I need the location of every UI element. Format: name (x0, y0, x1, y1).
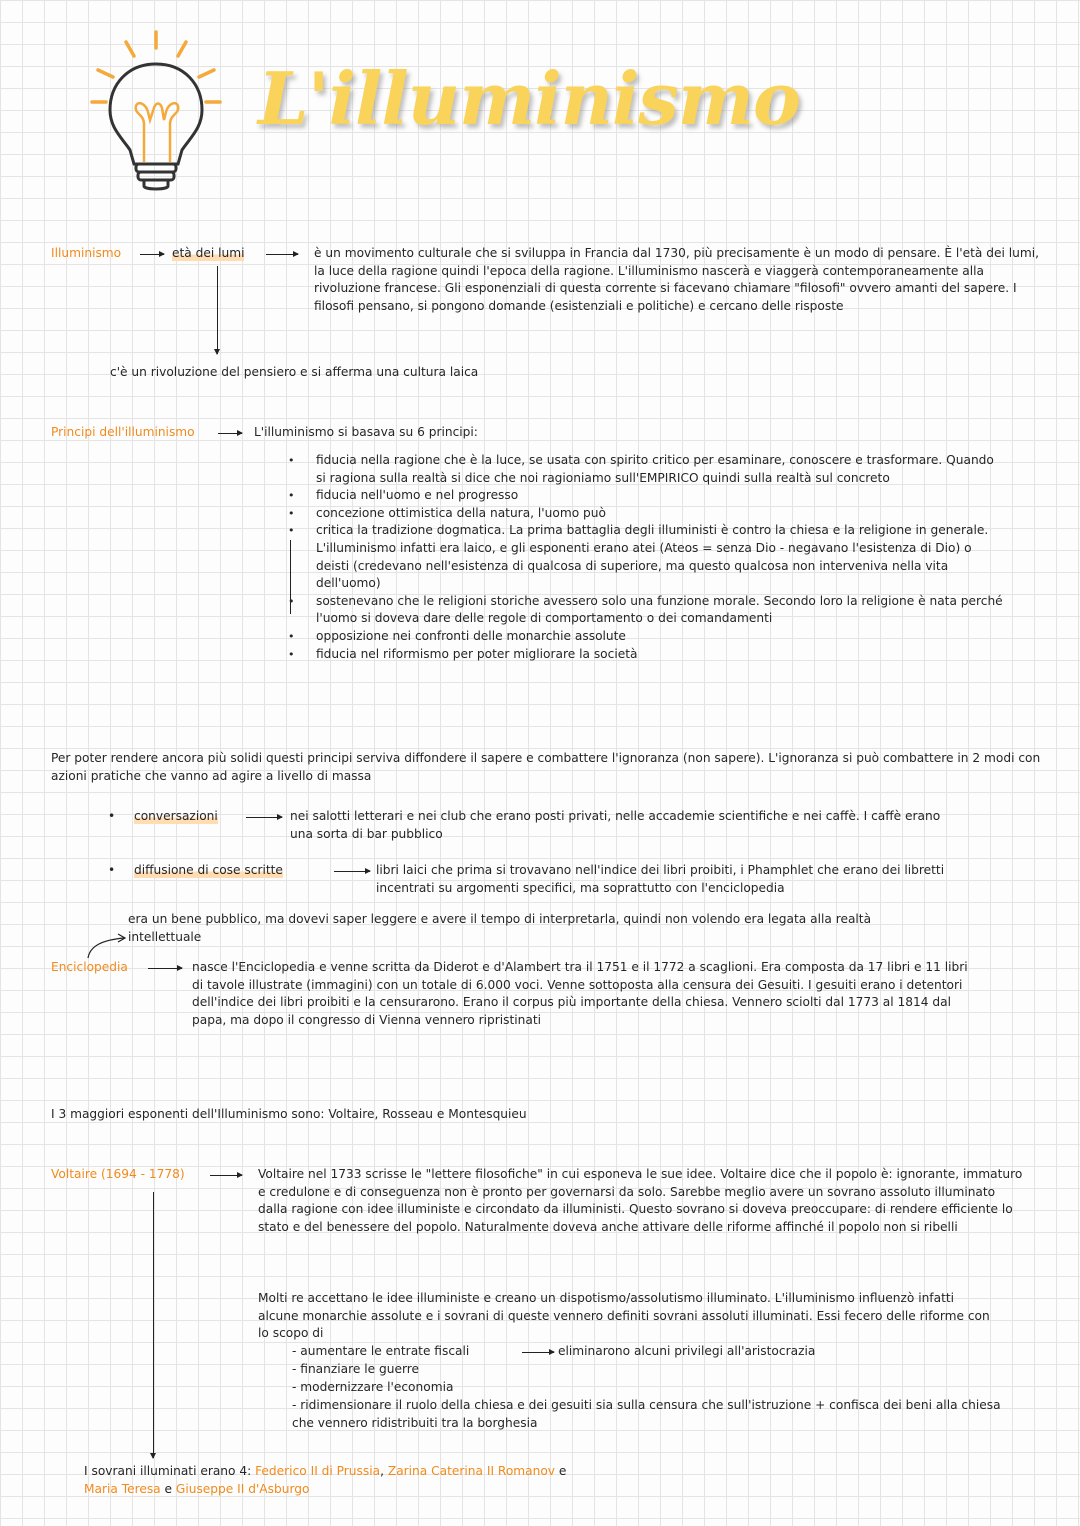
arrow (266, 254, 298, 255)
principi-intro: L'illuminismo si basava su 6 principi: (254, 425, 478, 439)
enciclopedia-text: nasce l'Enciclopedia e venne scritta da Diderot e d'Alambert tra il 1751 e il 1772 a scaglioni. Era composta da 17 libri e 11 libri di tavole illustrate (immagini) con un totale di 6.000 voci. Venne sottoposta alla censura dei Gesuiti. I gesuiti erano i detentori dell'indice dei libri proibiti e la censurarono. Erano il corpus più importante della chiesa. Vennero sciolti dal 1773 al 1814 dal papa, ma dopo il congresso di Vienna vennero ripristinati (192, 960, 968, 1027)
list-item: • fiducia nell'uomo e nel progresso (286, 487, 1006, 505)
sovrano: Federico II di Prussia (255, 1464, 381, 1478)
sovrano: Zarina Caterina II Romanov (387, 1464, 556, 1478)
list-item: • opposizione nei confronti delle monarchie assolute (286, 628, 1006, 646)
page-title: L'illuminismo (258, 56, 801, 141)
separator: , (380, 1464, 384, 1478)
bullet: • (108, 863, 116, 877)
way-diffusione: diffusione di cose scritte (134, 862, 283, 880)
arrow (246, 817, 282, 818)
aim-item: - modernizzare l'economia (292, 1380, 454, 1394)
sovrano: Maria Teresa (84, 1481, 161, 1496)
enciclopedia-note: era un bene pubblico, ma dovevi saper leggere e avere il tempo di interpretarla, quindi non volendo era legata alla realtà intellettuale (128, 912, 872, 944)
bullet: • (108, 809, 116, 823)
term-illuminismo: Illuminismo (51, 246, 122, 260)
way-diffusione-text: libri laici che prima si trovavano nell'indice dei libri proibiti, i Phamphlet che erano dei libretti incentrati su argomenti specifici, ma soprattutto con l'enciclopedia (376, 863, 945, 895)
arrow (334, 871, 370, 872)
arrow-down (153, 1192, 154, 1458)
voltaire-paragraph-1: Voltaire nel 1733 scrisse le "lettere filosofiche" in cui esponeva le sue idee. Voltaire dice che il popolo è: ignorante, immaturo e credulone e di conseguenza non è pronto per governarsi da solo. Sarebbe meglio avere un sovrano assoluto illuminato dalla ragione con idee illuministe e circondato da illuministi. Questo sovrano si doveva preoccupare: di rendere efficiente lo stato e del benessere del popolo. Naturalmente doveva anche attivare delle riforme affinché il popolo non si ribelli (258, 1167, 1023, 1234)
arrow (210, 1175, 242, 1176)
arrow (140, 254, 164, 255)
aim-item: - finanziare le guerre (292, 1362, 419, 1376)
separator: e (164, 1481, 173, 1496)
term-eta-dei-lumi: età dei lumi (172, 245, 244, 263)
sovrano: Giuseppe II d'Asburgo (175, 1481, 310, 1496)
illuminismo-note: c'è un rivoluzione del pensiero e si afferma una cultura laica (110, 365, 479, 379)
arrow-down (217, 266, 218, 354)
term-voltaire: Voltaire (1694 - 1778) (51, 1167, 185, 1181)
curved-arrow-icon (84, 932, 128, 960)
term-principi: Principi dell'illuminismo (51, 425, 195, 439)
list-item: • critica la tradizione dogmatica. La prima battaglia degli illuministi è contro la chiesa e la religione in generale. L'illuminismo infatti era laico, e gli esponenti erano atei (Ateos = senza Dio - negavano l'esistenza di Dio) o deisti (credevano nell'esistenza di qualcosa di superiore, ma questo qualcosa non interveniva nella vita dell'uomo) (286, 522, 1006, 592)
aim-item: - aumentare le entrate fiscali (292, 1344, 470, 1358)
arrow (522, 1352, 554, 1353)
sovrani-intro: I sovrani illuminati erano 4: (84, 1464, 252, 1478)
way-conversazioni: conversazioni (134, 808, 218, 826)
aim-item-note: eliminarono alcuni privilegi all'aristocrazia (558, 1344, 816, 1358)
esponenti-intro: I 3 maggiori esponenti dell'Illuminismo sono: Voltaire, Rosseau e Montesquieu (51, 1107, 527, 1121)
way-conversazioni-text: nei salotti letterari e nei club che erano posti privati, nelle accademie scientifiche e nei caffè. I caffè erano una sorta di bar pubblico (290, 809, 941, 841)
list-item: • fiducia nel riformismo per poter migliorare la società (286, 646, 1006, 664)
voltaire-paragraph-2: Molti re accettano le idee illuministe e creano un dispotismo/assolutismo illuminato. L'illuminismo influenzò infatti alcune monarchie assolute e i sovrani di queste vennero definiti sovrani assoluti illuminati. Essi fecero delle riforme con lo scopo di (258, 1291, 990, 1341)
illuminismo-description: è un movimento culturale che si sviluppa in Francia dal 1730, più precisamente è un modo di pensare. È l'età dei lumi, la luce della ragione quindi l'epoca della ragione. L'illuminismo nascerà e viaggerà contemporaneamente alla rivoluzione francese. Gli esponenziali di questa corrente si facevano chiamare "filosofi" ovvero amanti del sapere. I filosofi pensano, si pongono domande (esistenziali e politiche) e cercano delle risposte (314, 246, 1039, 313)
list-item: • fiducia nella ragione che è la luce, se usata con spirito critico per esaminare, conoscere e trasformare. Quando si ragiona sulla realtà si dice che noi ragioniamo sull'EMPIRICO quindi sulla realtà sul concreto (286, 452, 1006, 487)
aim-item: - ridimensionare il ruolo della chiesa e dei gesuiti sia sulla censura che sull'istruzione + confisca dei beni alla chiesa che vennero ridistribuiti tra la borghesia (292, 1398, 1001, 1430)
list-item: • concezione ottimistica della natura, l'uomo può (286, 505, 1006, 523)
arrow (148, 968, 182, 969)
diffusione-paragraph: Per poter rendere ancora più solidi questi principi serviva diffondere il sapere e combattere l'ignoranza (non sapere). L'ignoranza si può combattere in 2 modi con azioni pratiche che vanno ad agire a livello di massa (51, 751, 1041, 783)
light-bulb-icon (88, 24, 228, 200)
separator: e (558, 1464, 567, 1478)
list-item: • sostenevano che le religioni storiche avessero solo una funzione morale. Secondo loro la religione è nata perché l'uomo si doveva dare delle regole di comportamento o dei comandamenti (286, 593, 1006, 628)
sovrani-list (84, 1463, 724, 1498)
principi-list (286, 452, 1006, 663)
term-enciclopedia: Enciclopedia (51, 960, 128, 974)
arrow (218, 433, 242, 434)
